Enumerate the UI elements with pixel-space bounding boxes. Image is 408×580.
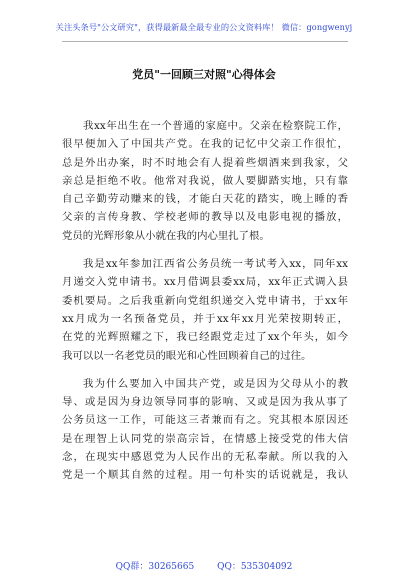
text-line: 父亲的言传身教、学校老师的教导以及电影电视的播放， (62, 211, 348, 224)
text-line: 念，在现实中感恩党为人民作出的无私奉献。所以我的入 (62, 451, 348, 464)
text-line: 委机要局。之后我重新向党组织递交入党申请书，于xx年 (62, 294, 348, 307)
text-line: 导、或是因为身边领导同事的影响、又或是因为我从事了 (62, 396, 348, 409)
text-line: 总是外出办案，时不时地会有人提着些烟酒来到我家，父 (62, 156, 348, 169)
text-line: 公务员这一工作，可能这三者兼而有之。究其根本原因还 (62, 414, 348, 427)
paragraph (62, 375, 348, 485)
document-title: 党员"一回顾三对照"心得体会 (132, 68, 276, 81)
text-line: 亲总是拒绝不收。他常对我说，做人要脚踏实地，只有靠 (62, 174, 348, 187)
footer-contact (0, 559, 408, 572)
footer-qq-group: QQ群：30265665 (115, 562, 195, 572)
text-line: 我可以以一名老党员的眼光和心性回顾着自己的过往。 (62, 349, 312, 362)
footer-qq: QQ：535304092 (217, 562, 293, 572)
text-line: xx月成为一名预备党员，并于xx年xx月光荣按期转正， (62, 312, 348, 325)
document-body (62, 117, 348, 485)
text-line: 很早便加入了中国共产党。在我的记忆中父亲工作很忙， (62, 138, 348, 151)
text-line: 我为什么要加入中国共产党，或是因为父母从小的教 (83, 377, 348, 390)
text-line: 党是一个顺其自然的过程。用一句朴实的话说就是，我认 (62, 469, 348, 482)
text-line: 我xx年出生在一个普通的家庭中。父亲在检察院工作， (83, 120, 348, 132)
text-line: 在党的光辉照耀之下，我已经跟党走过了xx个年头，如今 (62, 331, 348, 344)
text-line: 我是xx年参加江西省公务员统一考试考入xx，同年xx (83, 258, 348, 271)
header-note: 关注头条号"公文研究"，获得最新最全最专业的公文资料库！ 微信：gongwenyj (55, 22, 353, 32)
paragraph (62, 117, 348, 245)
text-line: 自己辛勤劳动赚来的钱，才能白天花的踏实，晚上睡的香 (62, 193, 348, 206)
header-divider (62, 41, 348, 42)
text-line: 月递交入党申请书。xx月借调县委xx局，xx年正式调入县 (62, 276, 348, 289)
paragraph (62, 255, 348, 365)
text-line: 是在理智上认同党的崇高宗旨，在情感上接受党的伟大信 (62, 432, 348, 445)
text-line: 党员的光辉形象从小就在我的内心里扎了根。 (62, 229, 270, 242)
